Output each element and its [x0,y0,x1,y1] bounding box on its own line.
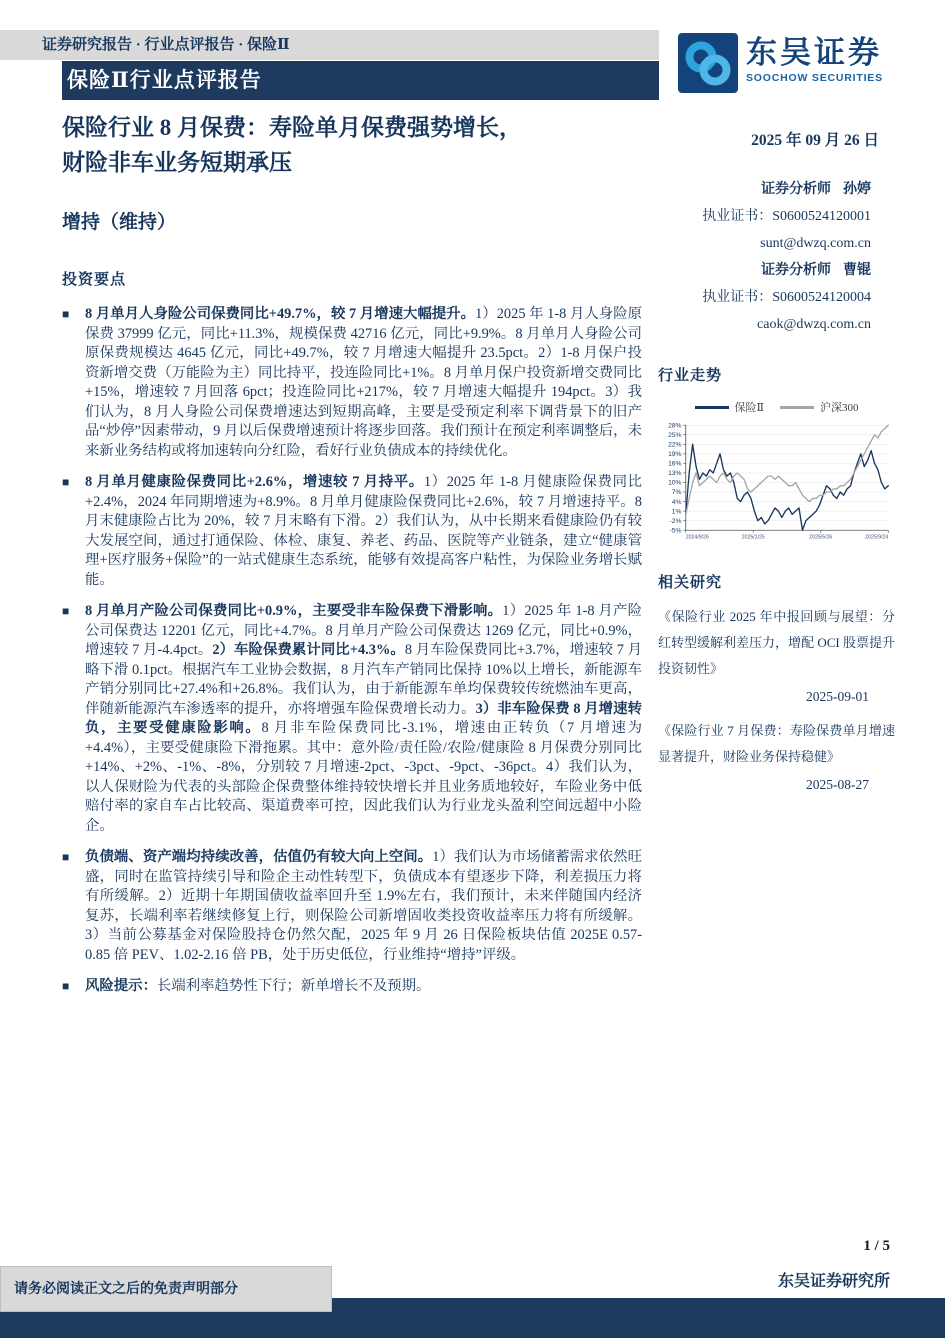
research-item-title: 《保险行业 2025 年中报回顾与展望：分红转型缓解利差压力，增配 OCI 股票提升投资韧性》 [658,609,895,677]
research-item-title: 《保险行业 7 月保费：寿险保费单月增速显著提升，财险业务保持稳健》 [658,723,895,765]
svg-text:28%: 28% [668,422,682,430]
analysts-block [658,176,895,338]
sidebar-column [658,128,895,806]
report-title-line2: 财险非车业务短期承压 [62,150,292,175]
svg-text:13%: 13% [668,470,682,478]
report-title-line1: 保险行业 8 月保费：寿险单月保费强势增长， [62,115,522,140]
legend-line-swatch [695,406,729,409]
legend-label: 沪深300 [819,402,859,414]
bullet-item [62,977,642,997]
brand-logo [678,33,898,97]
analyst-cert: 执业证书：S0600524120001 [702,209,871,224]
svg-text:25%: 25% [668,431,682,439]
svg-text:10%: 10% [668,479,682,487]
trend-section-heading: 行业走势 [658,368,723,384]
analyst-name: 曹锟 [843,263,871,278]
legend-line-swatch [780,406,814,409]
research-item [658,604,895,712]
page-number: 1 / 5 [863,1238,890,1254]
svg-text:16%: 16% [668,460,682,468]
soochow-logo-icon [678,33,738,93]
bullet-text-segment: 1）2025 年 1-8 月产险公司保费达 12201 亿元，同比+4.7%。8 月单月产险公司保费达 1269 亿元，同比+0.9%，增速较 7 月-4.4pct。 [85,603,643,658]
bullet-text-segment: 长端利率趋势性下行；新单增长不及预期。 [156,978,431,994]
svg-text:22%: 22% [668,441,682,449]
bullet-text-segment: 1）2025 年 1-8 月人身险原保费 37999 亿元，同比+11.3%，规模保费 42716 亿元，同比+9.9%。8 月单月人身险公司原保费规模达 4645 亿元，同比+49.7%，较 7 月增速大幅提升 23.5pct。2）1-8 月保户投资新增交费（万能险为主）同比持平，投连险同比+1%。8 月单月保户投资新增交费同比+15%，增速较 7 月回落 6pct；投连险同比+217%，较 7 月增速大幅提升 194pct。3）我们认为，8 月人身险公司保费增速达到短期高峰，主要是受预定利率下调背景下的旧产品“炒停”因素带动，9 月以后保费增速预计将逐步回落。我们预计在预定利率调整后，未来新业务结构或将加速转向分红险，看好行业负债成本的持续优化。 [85,306,643,459]
analyst-cert: 执业证书：S0600524120004 [702,290,871,305]
legend-label: 保险Ⅱ [734,402,764,414]
bullet-square-icon: ■ [62,475,70,489]
bullet-text-segment: 8 月单月健康险保费同比+2.6%，增速较 7 月持平。 [85,474,424,490]
bullet-square-icon: ■ [62,979,70,993]
bullet-text-segment: 1）2025 年 1-8 月健康险保费同比+2.4%，2024 年同期增速为+8.9%。8 月单月健康险保费同比+2.6%，较 7 月增速持平。8 月末健康险占比为 20%，较 7 月末略有下滑。2）我们认为，从中长期来看健康险仍有较大发展空间，通过打通保险、体检、康复、养老、药品、医院等产业链条，建立“健康管理+医疗服务+保险”的一站式健康生态系统，能够有效提高客户粘性，为保险业务增长赋能。 [85,474,643,588]
svg-text:2025/9/24: 2025/9/24 [865,534,889,541]
research-item-date: 2025-08-27 [806,777,869,793]
disclaimer-text: 请务必阅读正文之后的免责声明部分 [14,1282,238,1297]
bullet-item [62,305,642,461]
disclaimer-box [0,1266,332,1312]
bullet-text-segment: 8 月车险保费同比+3.7%，增速较 7 月略下滑 0.1pct。根据汽车工业协会数据，8 月汽车产销同比保持 10%以上增长，新能源车产销分别同比+27.4%和+26.8%。我们认为，由于新能源车单均保费较传统燃油车更高，伴随新能源汽车渗透率的提升，亦将增强车险保费增长动力。 [85,642,642,717]
svg-text:2024/9/26: 2024/9/26 [685,534,709,541]
analyst-name: 孙婷 [843,182,871,197]
report-title [62,110,642,180]
bullet-text-segment: 1）我们认为市场储蓄需求依然旺盛，同时在监管持续引导和险企主动性转型下，负债成本有望逐步下降，利差损压力将有所缓解。2）近期十年期国债收益率回升至 1.9%左右，我们预计，未来伴随国内经济复苏，长端利率若继续修复上行，则保险公司新增固收类投资收益率压力将有所缓解。3）当前公募基金对保险股持仓仍然欠配，2025 年 9 月 26 日保险板块估值 2025E 0.57-0.85 倍 PEV、1.02-2.16 倍 PB，处于历史低位，行业维持“增持”评级。 [85,849,642,963]
bullet-square-icon: ■ [62,604,70,618]
highlights-heading: 投资要点 [62,272,127,288]
analyst-role-name [658,257,895,284]
bullet-text-segment: 8 月单月人身险公司保费同比+49.7%，较 7 月增速大幅提升。 [85,306,476,322]
rating-badge: 增持（维持） [62,212,177,233]
analyst-email: caok@dwzq.com.cn [757,317,871,332]
report-type-strip [0,30,659,60]
research-item-date: 2025-09-01 [806,689,869,705]
main-column [62,110,642,1009]
analyst-email: sunt@dwzq.com.cn [760,236,871,251]
svg-text:1%: 1% [671,508,682,516]
research-item [658,718,895,800]
trend-chart-svg [658,421,895,545]
bullet-text-segment: 2）车险保费累计同比+4.3%。 [212,642,405,658]
analyst-role-name [658,176,895,203]
svg-text:19%: 19% [668,451,682,459]
brand-name-en: SOOCHOW SECURITIES [746,72,883,84]
highlights-list [62,305,642,997]
bullet-item [62,848,642,965]
bullet-text-segment: 负债端、资产端均持续改善，估值仍有较大向上空间。 [85,849,433,865]
report-type-text: 证券研究报告 · 行业点评报告 · 保险Ⅱ [42,37,290,53]
svg-text:-5%: -5% [669,527,682,535]
bullet-item [62,602,642,836]
report-category-text: 保险Ⅱ行业点评报告 [67,68,262,92]
related-research-list [658,604,895,800]
svg-text:2025/5/26: 2025/5/26 [809,534,833,541]
bullet-text-segment: 3）非车险保费 8 月增速转负，主要受健康险影响。 [85,700,642,736]
research-institute: 东吴证券研究所 [777,1273,890,1290]
chart-legend [658,399,895,415]
analyst-role: 证券分析师 [761,263,831,278]
bullet-square-icon: ■ [62,307,70,321]
legend-entry [695,399,764,415]
legend-entry [780,399,859,415]
svg-text:2025/1/25: 2025/1/25 [741,534,765,541]
report-category-banner [62,61,659,100]
brand-text [746,33,883,85]
bullet-text-segment: 8 月非车险保费同比-3.1%，增速由正转负（7 月增速为+4.4%），主要受健康险下滑拖累。其中：意外险/责任险/农险/健康险 8 月保费分别同比+14%、+2%、-1%、-8%，分别较 7 月增速-2pct、-3pct、-9pct、-36pct。4）我们认为，以人保财险为代表的头部险企保费整体维持较快增长并且业务质地较好，车险业务中低赔付率的家自车占比较高、渠道费率可控，因此我们认为行业龙头盈利空间远超中小险企。 [85,720,642,834]
trend-chart [658,399,895,545]
svg-text:-2%: -2% [669,517,682,525]
svg-text:7%: 7% [671,489,682,497]
bullet-text-segment: 风险提示： [85,978,157,994]
bullet-item [62,473,642,590]
research-section-heading: 相关研究 [658,575,723,592]
bullet-square-icon: ■ [62,850,70,864]
bullet-text-segment: 8 月单月产险公司保费同比+0.9%，主要受非车险保费下滑影响。 [85,603,503,619]
brand-name-cn: 东吴证券 [746,35,882,70]
publish-date: 2025 年 09 月 26 日 [751,132,879,149]
analyst-role: 证券分析师 [761,182,831,197]
svg-text:4%: 4% [671,498,682,506]
